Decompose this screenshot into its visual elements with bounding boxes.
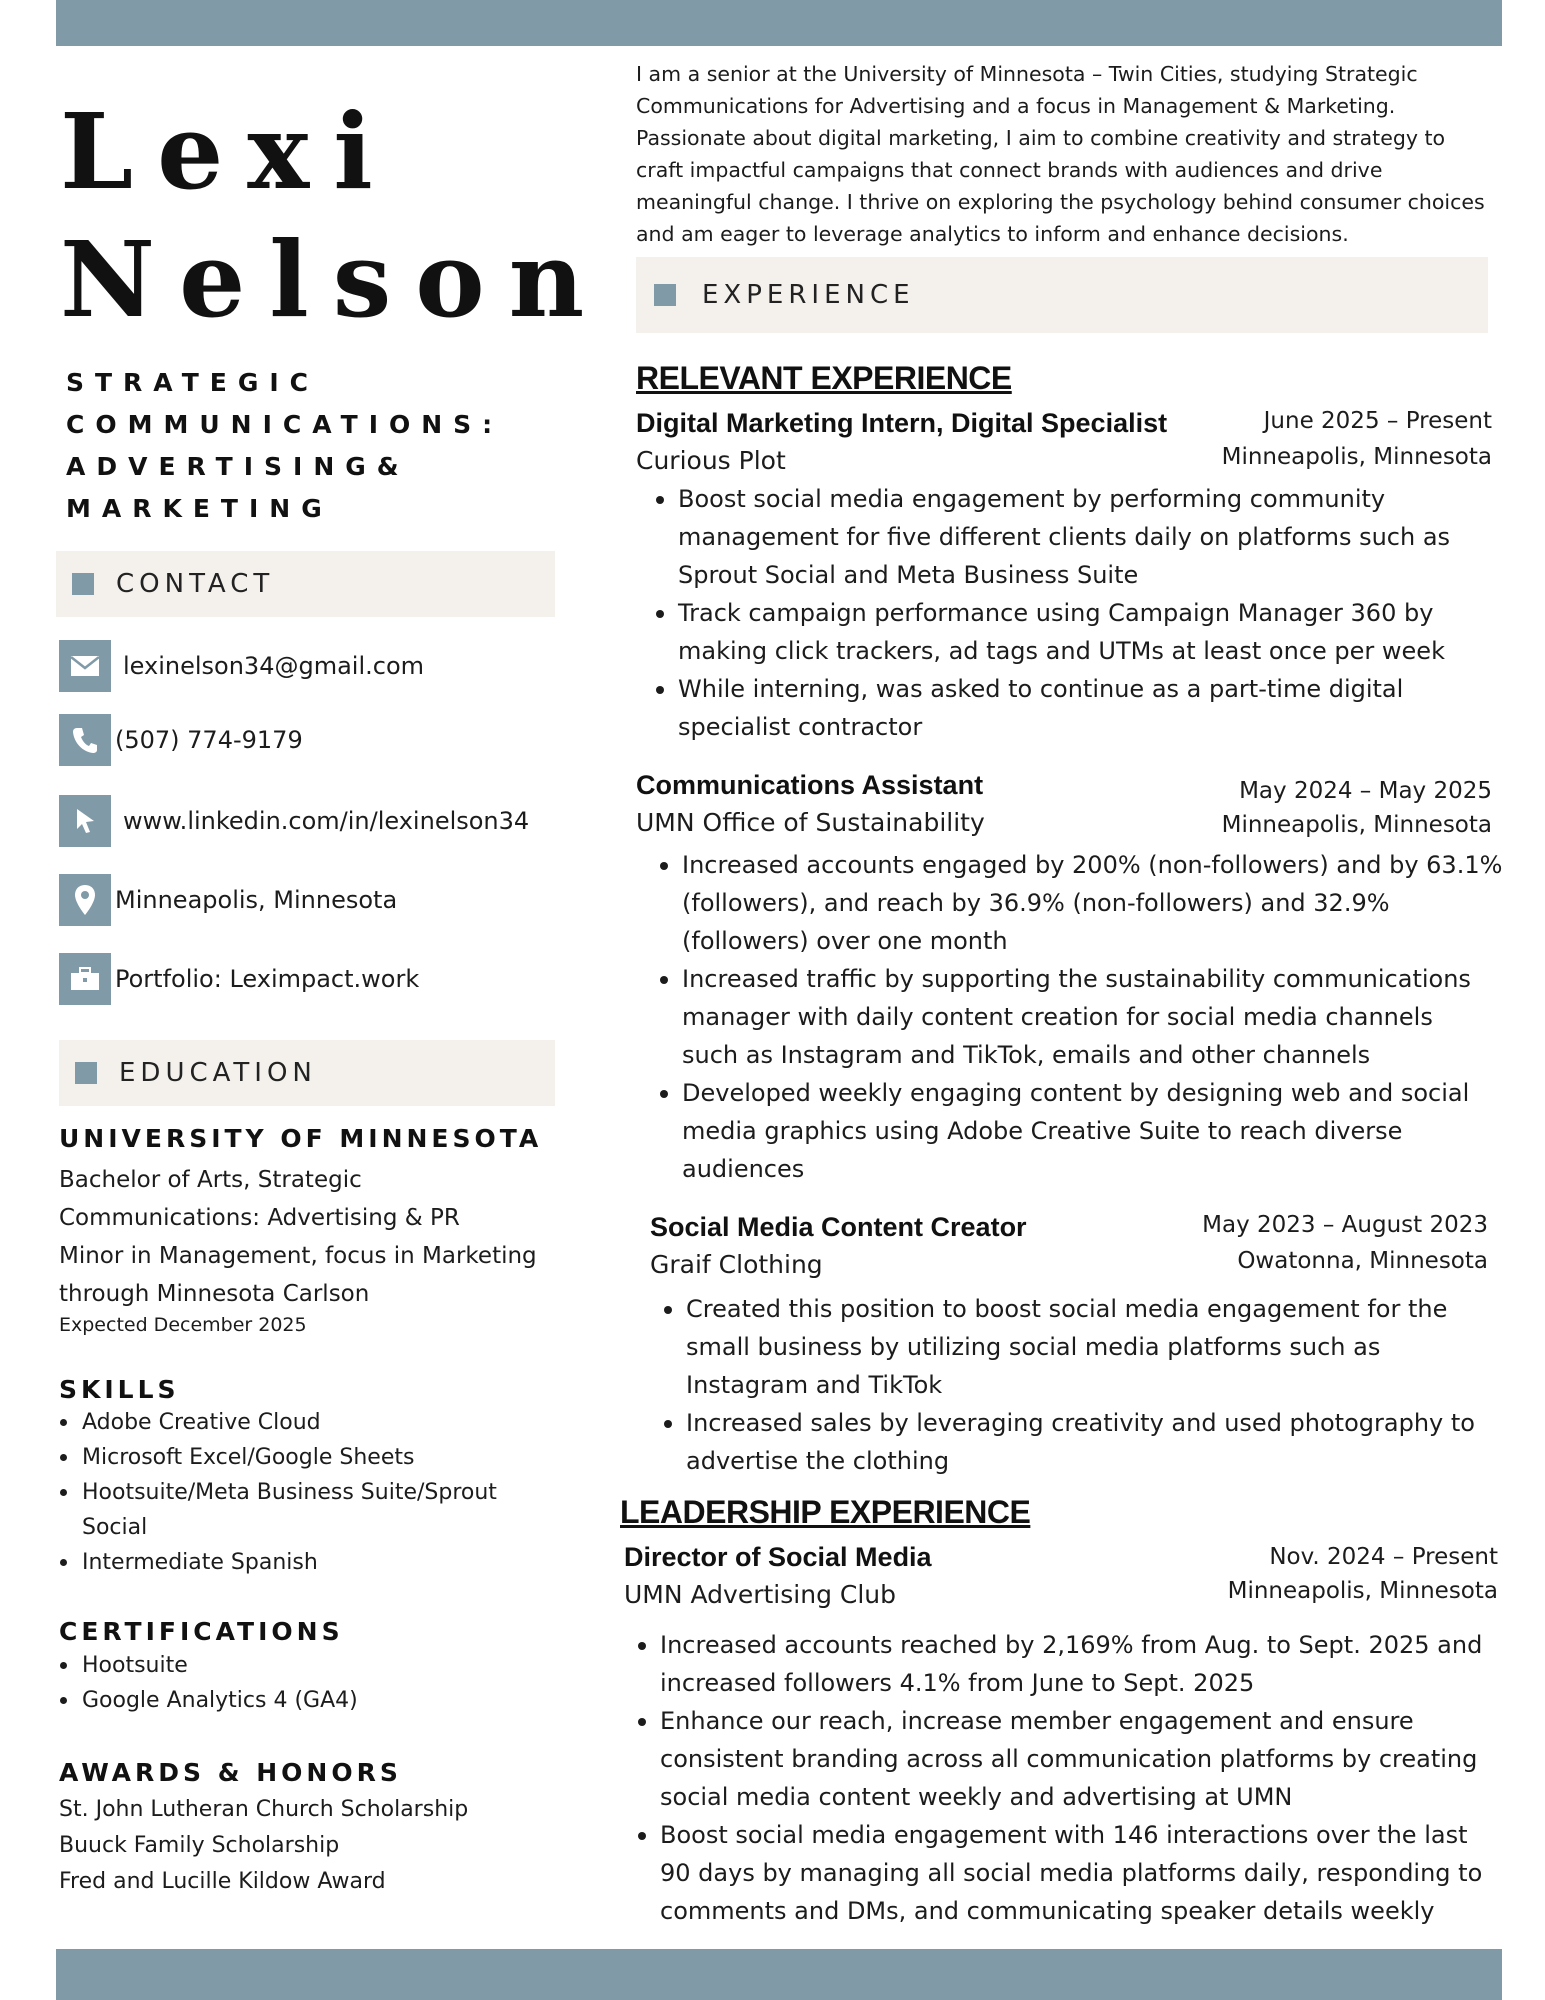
job-role: Social Media Content Creator — [650, 1212, 1027, 1242]
location-text: Minneapolis, Minnesota — [115, 886, 398, 914]
job-bullet: Boost social media engagement by performing community management for five different clients daily on platforms such as Sprout Social and Meta Business Suite — [644, 480, 1474, 594]
linkedin-link[interactable]: www.linkedin.com/in/lexinelson34 — [123, 807, 530, 835]
map-pin-icon — [59, 874, 111, 926]
skill-item: Microsoft Excel/Google Sheets — [56, 1440, 556, 1475]
job-bullets — [652, 1290, 1492, 1480]
job-bullet: Increased traffic by supporting the sustainability communications manager with daily content creation for social media channels such as Instagram and TikTok, emails and other channels — [648, 960, 1478, 1074]
job-organization: UMN Advertising Club — [624, 1580, 896, 1609]
job-dates: June 2025 – Present — [1263, 408, 1492, 434]
certifications-heading: CERTIFICATIONS — [59, 1617, 344, 1646]
contact-location-row — [59, 874, 397, 926]
top-band — [56, 0, 1502, 46]
portfolio-link[interactable]: Portfolio: Leximpact.work — [115, 965, 420, 993]
job-entry — [650, 1212, 1488, 1292]
skills-list — [56, 1405, 556, 1580]
phone-icon — [59, 714, 111, 766]
professional-title: STRATEGIC COMMUNICATIONS: ADVERTISING& MARKETING — [66, 368, 504, 523]
job-dates: May 2023 – August 2023 — [1202, 1212, 1488, 1238]
certifications-list — [56, 1648, 556, 1718]
job-bullet: Increased accounts reached by 2,169% from Aug. to Sept. 2025 and increased followers 4.1% from June to Sept. 2025 — [626, 1626, 1486, 1702]
job-bullet: Track campaign performance using Campaign Manager 360 by making click trackers, ad tags and UTMs at least once per week — [644, 594, 1474, 670]
award-item: Fred and Lucille Kildow Award — [59, 1869, 386, 1894]
experience-heading: EXPERIENCE — [702, 280, 915, 310]
skill-item: Hootsuite/Meta Business Suite/Sprout Social — [56, 1475, 526, 1545]
award-item: Buuck Family Scholarship — [59, 1833, 340, 1858]
education-line: through Minnesota Carlson — [59, 1281, 370, 1307]
square-marker-icon — [72, 573, 94, 595]
award-item: St. John Lutheran Church Scholarship — [59, 1797, 469, 1822]
contact-heading: CONTACT — [116, 569, 275, 599]
job-organization: Graif Clothing — [650, 1250, 823, 1279]
first-name: Lexi — [60, 90, 397, 213]
certification-item: Google Analytics 4 (GA4) — [56, 1683, 556, 1718]
job-bullet: Created this position to boost social media engagement for the small business by utilizing social media platforms such as Instagram and TikTok — [652, 1290, 1492, 1404]
relevant-experience-heading: RELEVANT EXPERIENCE — [636, 360, 1012, 396]
education-heading: EDUCATION — [119, 1058, 317, 1088]
bottom-band — [56, 1949, 1502, 2000]
graduation-date: Expected December 2025 — [59, 1314, 307, 1336]
education-section-header — [59, 1040, 555, 1106]
job-bullets — [626, 1626, 1486, 1930]
skills-heading: SKILLS — [59, 1375, 180, 1404]
square-marker-icon — [75, 1062, 97, 1084]
job-entry — [636, 408, 1492, 488]
job-location: Owatonna, Minnesota — [1237, 1248, 1488, 1274]
cursor-pointer-icon — [59, 795, 111, 847]
square-marker-icon — [654, 284, 676, 306]
contact-phone-row[interactable] — [59, 714, 303, 766]
contact-linkedin-row[interactable] — [59, 795, 529, 847]
phone-number[interactable]: (507) 774-9179 — [115, 726, 303, 754]
contact-section-header — [56, 551, 555, 617]
job-dates: May 2024 – May 2025 — [1239, 778, 1492, 804]
job-bullets — [648, 846, 1504, 1188]
job-role: Director of Social Media — [624, 1542, 932, 1572]
job-bullet: Boost social media engagement with 146 interactions over the last 90 days by managing all social media platforms daily, responding to comments and DMs, and communicating speaker details weekly — [626, 1816, 1486, 1930]
job-entry — [624, 1542, 1498, 1622]
job-location: Minneapolis, Minnesota — [1221, 812, 1492, 838]
last-name: Nelson — [60, 218, 609, 341]
job-organization: UMN Office of Sustainability — [636, 808, 985, 837]
email-link[interactable]: lexinelson34@gmail.com — [123, 652, 425, 680]
job-bullet: While interning, was asked to continue as a part-time digital specialist contractor — [644, 670, 1474, 746]
job-location: Minneapolis, Minnesota — [1221, 444, 1492, 470]
education-line: Communications: Advertising & PR — [59, 1205, 460, 1231]
leadership-experience-heading: LEADERSHIP EXPERIENCE — [620, 1494, 1031, 1530]
certification-item: Hootsuite — [56, 1648, 556, 1683]
experience-section-header — [636, 257, 1488, 333]
job-bullets — [644, 480, 1474, 746]
job-bullet: Enhance our reach, increase member engagement and ensure consistent branding across all communication platforms by creating social media content weekly and advertising at UMN — [626, 1702, 1486, 1816]
contact-portfolio-row[interactable] — [59, 953, 419, 1005]
skill-item: Adobe Creative Cloud — [56, 1405, 556, 1440]
job-role: Digital Marketing Intern, Digital Specialist — [636, 408, 1168, 438]
skill-item: Intermediate Spanish — [56, 1545, 556, 1580]
education-line: Minor in Management, focus in Marketing — [59, 1243, 537, 1269]
envelope-icon — [59, 640, 111, 692]
school-name: UNIVERSITY OF MINNESOTA — [59, 1124, 543, 1153]
job-bullet: Increased accounts engaged by 200% (non-followers) and by 63.1% (followers), and reach by 36.9% (non-followers) and 32.9% (followers) over one month — [648, 846, 1504, 960]
job-role: Communications Assistant — [636, 770, 984, 800]
job-bullet: Developed weekly engaging content by designing web and social media graphics using Adobe Creative Suite to reach diverse audiences — [648, 1074, 1478, 1188]
job-bullet: Increased sales by leveraging creativity and used photography to advertise the clothing — [652, 1404, 1492, 1480]
job-location: Minneapolis, Minnesota — [1227, 1578, 1498, 1604]
job-dates: Nov. 2024 – Present — [1269, 1544, 1498, 1570]
job-organization: Curious Plot — [636, 446, 786, 475]
briefcase-icon — [59, 953, 111, 1005]
education-line: Bachelor of Arts, Strategic — [59, 1167, 362, 1193]
contact-email-row[interactable] — [59, 640, 424, 692]
awards-heading: AWARDS & HONORS — [59, 1758, 402, 1787]
job-entry — [636, 770, 1492, 850]
profile-summary: I am a senior at the University of Minnesota – Twin Cities, studying Strategic Communications for Advertising and a focus in Management & Marketing. Passionate about digital marketing, I aim to combine creativity and strategy to craft impactful campaigns that connect brands with audiences and drive meaningful change. I thrive on exploring the psychology behind consumer choices and am eager to leverage analytics to inform and enhance decisions. — [636, 62, 1485, 246]
